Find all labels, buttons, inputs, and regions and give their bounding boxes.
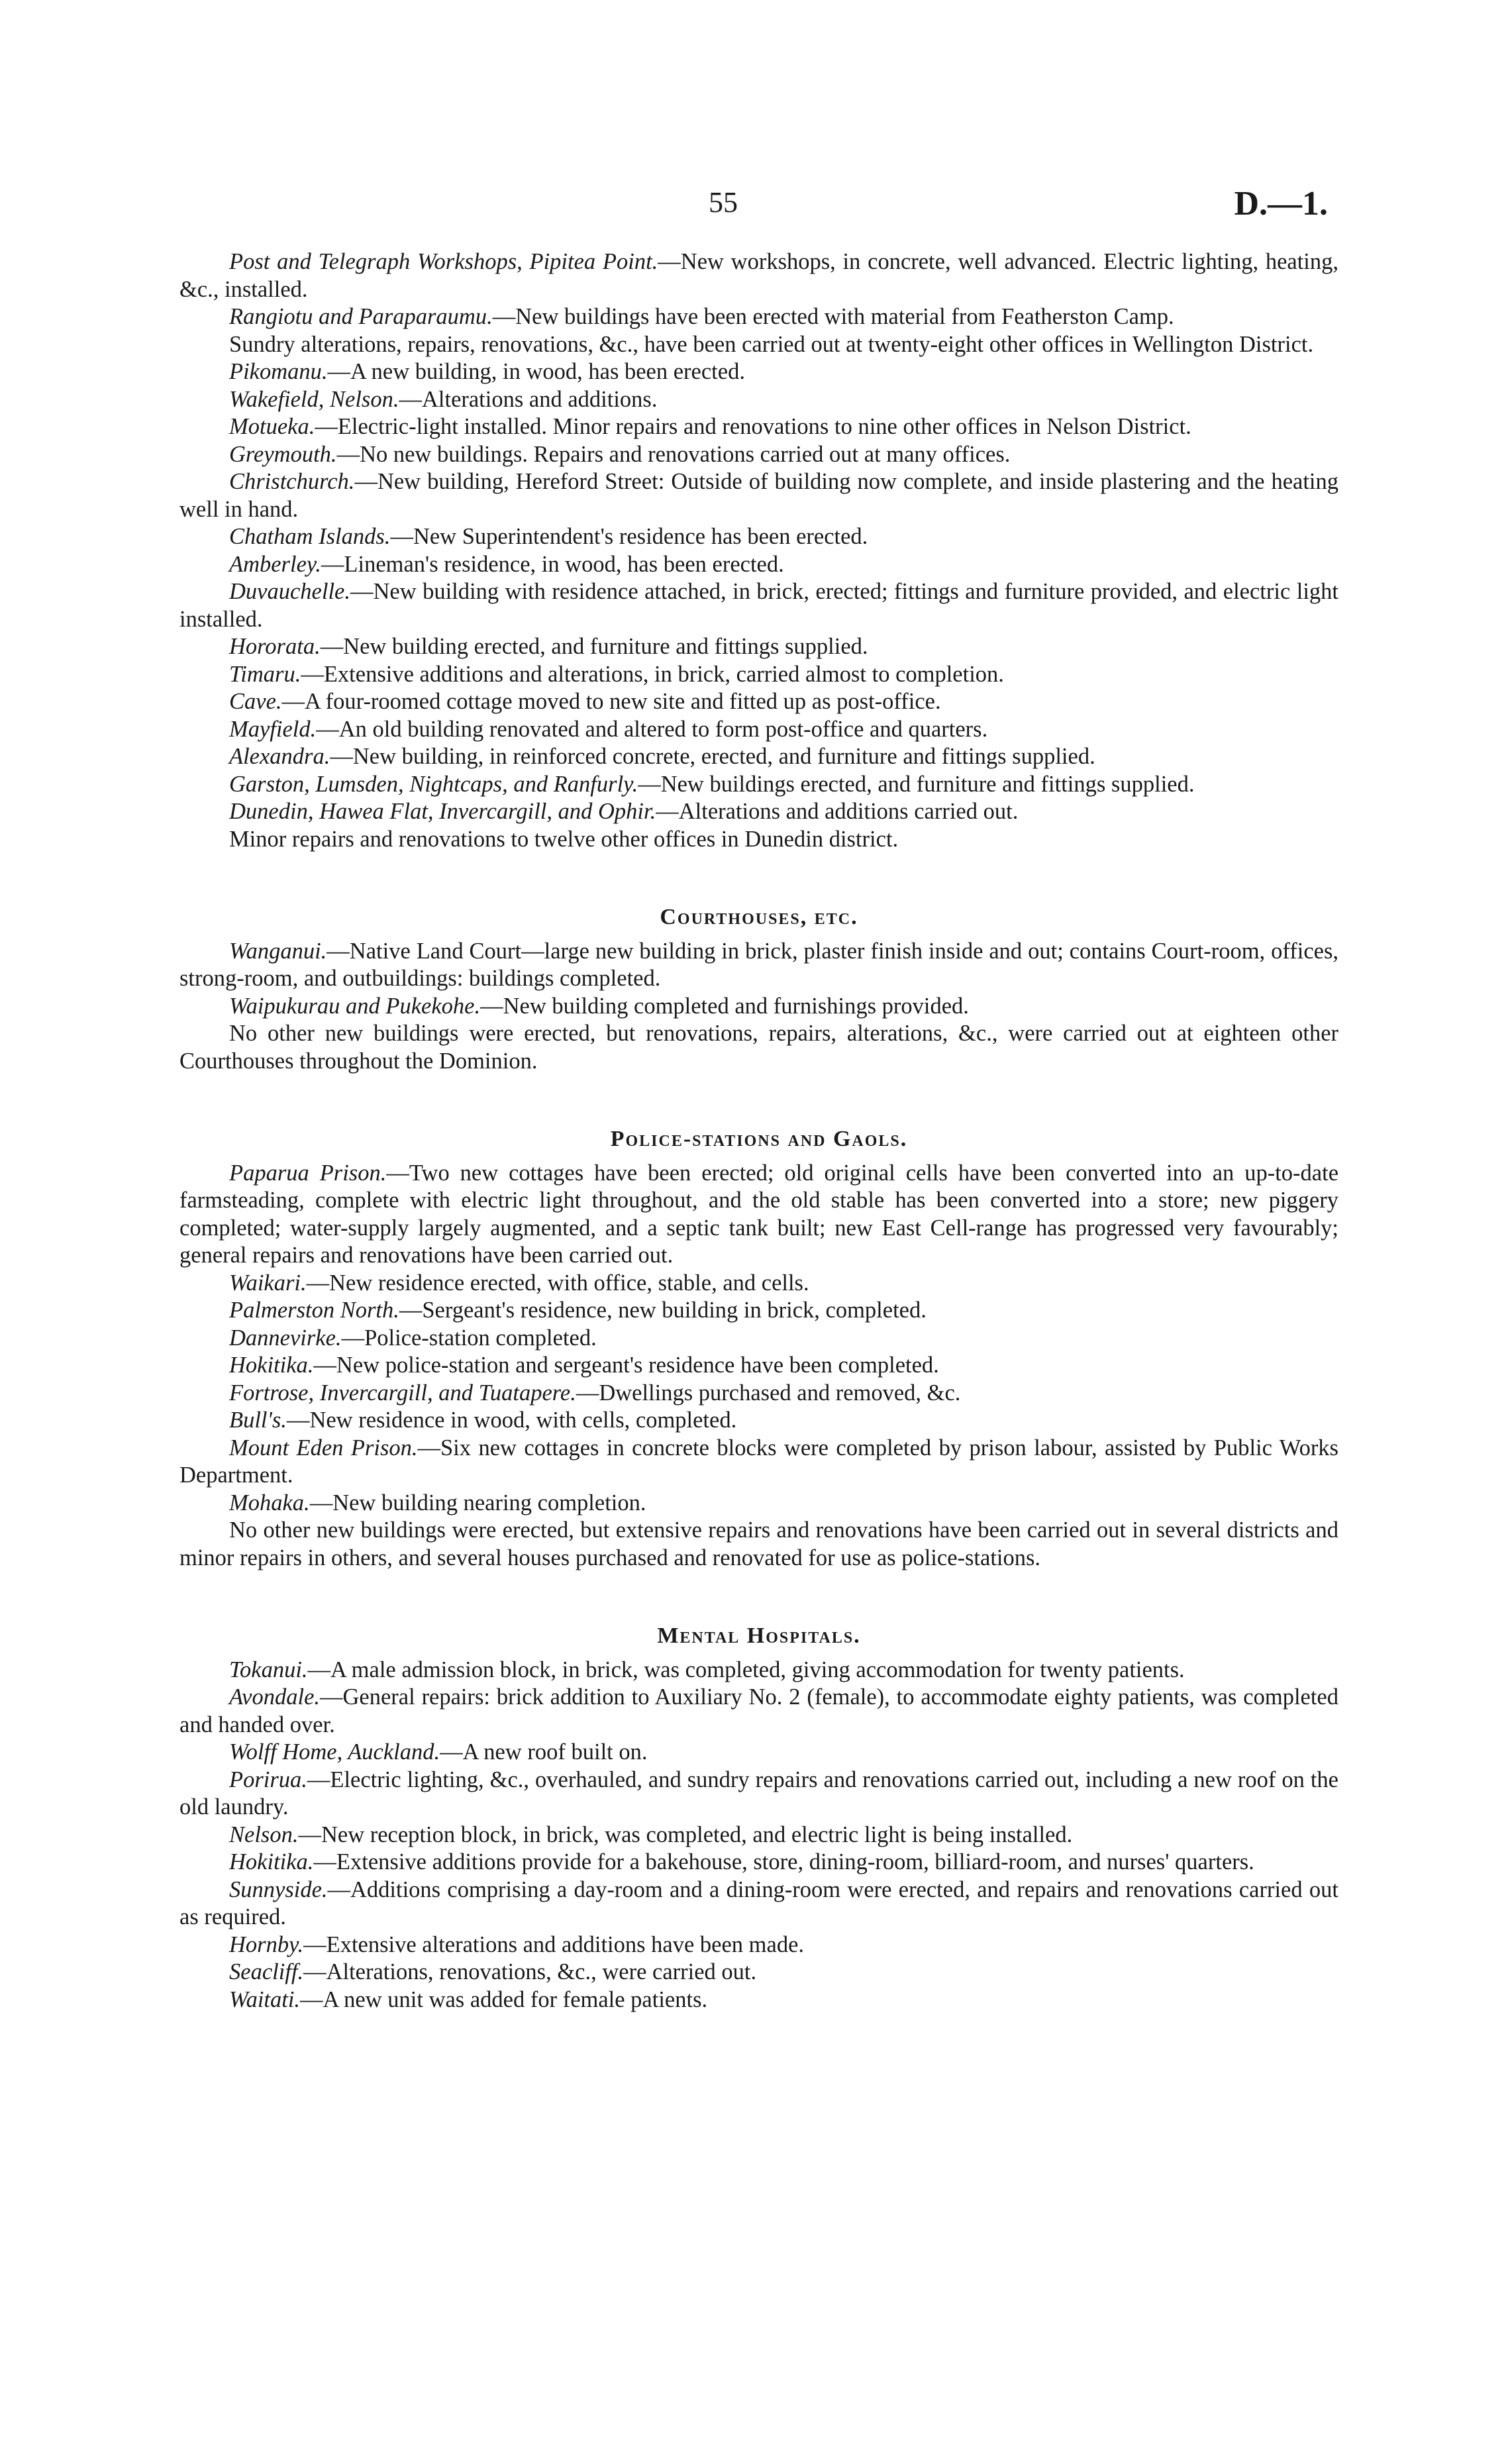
entry-text: —New buildings have been erected with material from Featherston Camp. <box>492 304 1174 329</box>
entry-paragraph <box>179 1986 1338 2014</box>
entry-paragraph <box>179 938 1338 993</box>
entry-paragraph <box>179 1160 1338 1270</box>
entry-text: No other new buildings were erected, but extensive repairs and renovations have been carried out in several districts and minor repairs in others, and several houses purchased and renovated for use as police-stations. <box>179 1517 1338 1570</box>
place-name: Waitati. <box>229 1986 301 2012</box>
entry-text: —New building, in reinforced concrete, erected, and furniture and fittings supplied. <box>330 744 1095 769</box>
entry-text: Sundry alterations, repairs, renovations, &c., have been carried out at twenty-eight other offices in Wellington District. <box>229 331 1314 357</box>
entry-paragraph <box>179 798 1338 826</box>
entry-text: —Extensive additions provide for a bakehouse, store, dining-room, billiard-room, and nurses' quarters. <box>313 1849 1254 1874</box>
place-name: Fortrose, Invercargill, and Tuatapere. <box>229 1380 576 1406</box>
entry-paragraph <box>179 1435 1338 1490</box>
place-name: Garston, Lumsden, Nightcaps, and Ranfurly. <box>229 771 638 797</box>
entry-paragraph <box>179 303 1338 331</box>
entry-text: —Native Land Court—large new building in brick, plaster finish inside and out; contains Court-room, offices, strong-room, and outbuildings: buildings completed. <box>179 938 1338 991</box>
entry-text: —New building nearing completion. <box>309 1490 646 1515</box>
entry-paragraph <box>179 1407 1338 1435</box>
place-name: Dannevirke. <box>229 1325 342 1351</box>
entry-paragraph <box>179 578 1338 633</box>
entry-text: —New building, Hereford Street: Outside of building now complete, and inside plastering and the heating well in hand. <box>179 469 1338 522</box>
entry-paragraph <box>179 1517 1338 1572</box>
entry-text: —New residence erected, with office, stable, and cells. <box>306 1270 809 1296</box>
entry-text: —Dwellings purchased and removed, &c. <box>576 1380 961 1406</box>
place-name: Waikari. <box>229 1270 307 1296</box>
entry-paragraph <box>179 1297 1338 1325</box>
place-name: Pikomanu. <box>229 359 328 384</box>
entry-paragraph <box>179 993 1338 1021</box>
place-name: Wolff Home, Auckland. <box>229 1739 440 1765</box>
place-name: Dunedin, Hawea Flat, Invercargill, and Ophir. <box>229 799 656 824</box>
place-name: Wakefield, Nelson. <box>229 386 399 412</box>
entry-text: —A new roof built on. <box>440 1739 648 1765</box>
entry-paragraph <box>179 1767 1338 1822</box>
entry-paragraph <box>179 1490 1338 1517</box>
entry-text: —A male admission block, in brick, was completed, giving accommodation for twenty patients. <box>307 1657 1185 1682</box>
entry-paragraph <box>179 1325 1338 1353</box>
place-name: Motueka. <box>229 414 315 439</box>
entry-text: —Six new cottages in concrete blocks were completed by prison labour, assisted by Public Works Department. <box>179 1435 1338 1488</box>
document-reference: D.—1. <box>1234 185 1328 223</box>
entry-paragraph <box>179 826 1338 854</box>
entry-paragraph <box>179 358 1338 386</box>
entry-text: —Lineman's residence, in wood, has been erected. <box>321 551 784 577</box>
place-name: Tokanui. <box>229 1657 308 1682</box>
entry-paragraph <box>179 386 1338 414</box>
entry-text: —General repairs: brick addition to Auxiliary No. 2 (female), to accommodate eighty patients, was completed and handed over. <box>179 1684 1338 1737</box>
place-name: Duvauchelle. <box>229 579 350 604</box>
mental-hospitals-section <box>179 1657 1338 2014</box>
entry-paragraph <box>179 661 1338 689</box>
entry-paragraph <box>179 1657 1338 1684</box>
courthouses-heading: Courthouses, etc. <box>660 905 858 929</box>
place-name: Nelson. <box>229 1822 299 1847</box>
entry-text: —Alterations and additions. <box>399 386 658 412</box>
entry-paragraph <box>179 771 1338 799</box>
entry-paragraph <box>179 1959 1338 1986</box>
place-name: Alexandra. <box>229 744 330 769</box>
place-name: Seacliff. <box>229 1959 304 1984</box>
place-name: Mayfield. <box>229 716 317 742</box>
place-name: Greymouth. <box>229 441 337 467</box>
entry-text: —New building with residence attached, in brick, erected; fittings and furniture provided, and electric light installed. <box>179 579 1338 632</box>
place-name: Palmerston North. <box>229 1298 399 1323</box>
entry-text: —Two new cottages have been erected; old original cells have been converted into an up-to-date farmsteading, complete with electric light throughout, and the old stable has been converted into a store; new piggery completed; water-supply largely augmented, and a septic tank built; new East Cell-range has progressed very favourably; general repairs and renovations have been carried out. <box>179 1160 1339 1268</box>
entry-text: —No new buildings. Repairs and renovations carried out at many offices. <box>336 441 1011 467</box>
entry-text: —New Superintendent's residence has been erected. <box>390 524 868 549</box>
entry-paragraph <box>179 331 1338 359</box>
entry-text: —New residence in wood, with cells, completed. <box>286 1408 737 1433</box>
entry-paragraph <box>179 688 1338 716</box>
entry-text: —An old building renovated and altered to form post-office and quarters. <box>316 716 988 742</box>
entry-text: —Extensive alterations and additions have been made. <box>303 1931 805 1957</box>
entry-paragraph <box>179 468 1338 523</box>
place-name: Christchurch. <box>229 469 355 494</box>
entry-paragraph <box>179 1380 1338 1408</box>
entry-text: —Electric-light installed. Minor repairs and renovations to nine other offices in Nelson District. <box>315 414 1191 439</box>
entry-text: —A new building, in wood, has been erected. <box>327 359 745 384</box>
page-body <box>179 248 1338 2014</box>
place-name: Cave. <box>229 689 282 714</box>
entry-paragraph <box>179 1931 1338 1959</box>
intro-section <box>179 248 1338 853</box>
entry-text: —New buildings erected, and furniture and fittings supplied. <box>638 771 1195 797</box>
place-name: Waipukurau and Pukekohe. <box>229 993 481 1019</box>
courthouses-section <box>179 938 1338 1076</box>
entry-text: —New reception block, in brick, was completed, and electric light is being installed. <box>298 1822 1073 1847</box>
entry-text: —Police-station completed. <box>341 1325 597 1351</box>
entry-paragraph <box>179 1739 1338 1767</box>
entry-paragraph <box>179 1270 1338 1298</box>
entry-paragraph <box>179 551 1338 579</box>
place-name: Bull's. <box>229 1408 287 1433</box>
place-name: Hororata. <box>229 634 321 659</box>
police-section <box>179 1160 1338 1572</box>
place-name: Sunnyside. <box>229 1876 328 1902</box>
entry-text: —A four-roomed cottage moved to new site and fitted up as post-office. <box>281 689 941 714</box>
entry-paragraph <box>179 1684 1338 1739</box>
place-name: Wanganui. <box>229 938 327 964</box>
entry-paragraph <box>179 523 1338 551</box>
entry-text: No other new buildings were erected, but renovations, repairs, alterations, &c., were carried out at eighteen other Courthouses throughout the Dominion. <box>179 1021 1338 1074</box>
entry-paragraph <box>179 441 1338 469</box>
entry-paragraph <box>179 413 1338 441</box>
entry-text: —New building completed and furnishings provided. <box>480 993 969 1019</box>
entry-text: —New building erected, and furniture and fittings supplied. <box>320 634 868 659</box>
place-name: Timaru. <box>229 661 301 687</box>
entry-text: Minor repairs and renovations to twelve other offices in Dunedin district. <box>229 826 899 852</box>
entry-text: —A new unit was added for female patients. <box>300 1986 708 2012</box>
place-name: Chatham Islands. <box>229 524 391 549</box>
entry-text: —Electric lighting, &c., overhauled, and sundry repairs and renovations carried out, including a new roof on the old laundry. <box>179 1767 1338 1820</box>
entry-text: —Sergeant's residence, new building in brick, completed. <box>399 1298 927 1323</box>
place-name: Hornby. <box>229 1931 304 1957</box>
place-name: Hokitika. <box>229 1849 314 1874</box>
place-name: Porirua. <box>229 1767 307 1792</box>
place-name: Paparua Prison. <box>229 1160 387 1186</box>
place-name: Avondale. <box>229 1684 321 1710</box>
entry-text: —Additions comprising a day-room and a dining-room were erected, and repairs and renovations carried out as required. <box>179 1876 1338 1929</box>
entry-paragraph <box>179 1849 1338 1876</box>
entry-paragraph <box>179 1822 1338 1849</box>
police-heading: Police-stations and Gaols. <box>610 1127 908 1151</box>
entry-text: —Extensive additions and alterations, in brick, carried almost to completion. <box>301 661 1004 687</box>
place-name: Hokitika. <box>229 1353 314 1378</box>
mental-hospitals-heading: Mental Hospitals. <box>657 1623 861 1648</box>
entry-paragraph <box>179 1352 1338 1380</box>
entry-text: —New police-station and sergeant's residence have been completed. <box>313 1353 939 1378</box>
place-name: Amberley. <box>229 551 321 577</box>
entry-paragraph <box>179 1020 1338 1075</box>
entry-paragraph <box>179 743 1338 771</box>
page-number: 55 <box>709 186 738 219</box>
entry-paragraph <box>179 1876 1338 1931</box>
entry-paragraph <box>179 716 1338 744</box>
place-name: Post and Telegraph Workshops, Pipitea Point. <box>229 249 658 274</box>
entry-text: —Alterations and additions carried out. <box>656 799 1019 824</box>
entry-paragraph <box>179 248 1338 303</box>
entry-text: —New workshops, in concrete, well advanced. Electric lighting, heating, &c., installed. <box>179 249 1338 302</box>
place-name: Mohaka. <box>229 1490 310 1515</box>
place-name: Mount Eden Prison. <box>229 1435 418 1461</box>
entry-paragraph <box>179 633 1338 661</box>
entry-text: —Alterations, renovations, &c., were carried out. <box>303 1959 757 1984</box>
place-name: Rangiotu and Paraparaumu. <box>229 304 493 329</box>
